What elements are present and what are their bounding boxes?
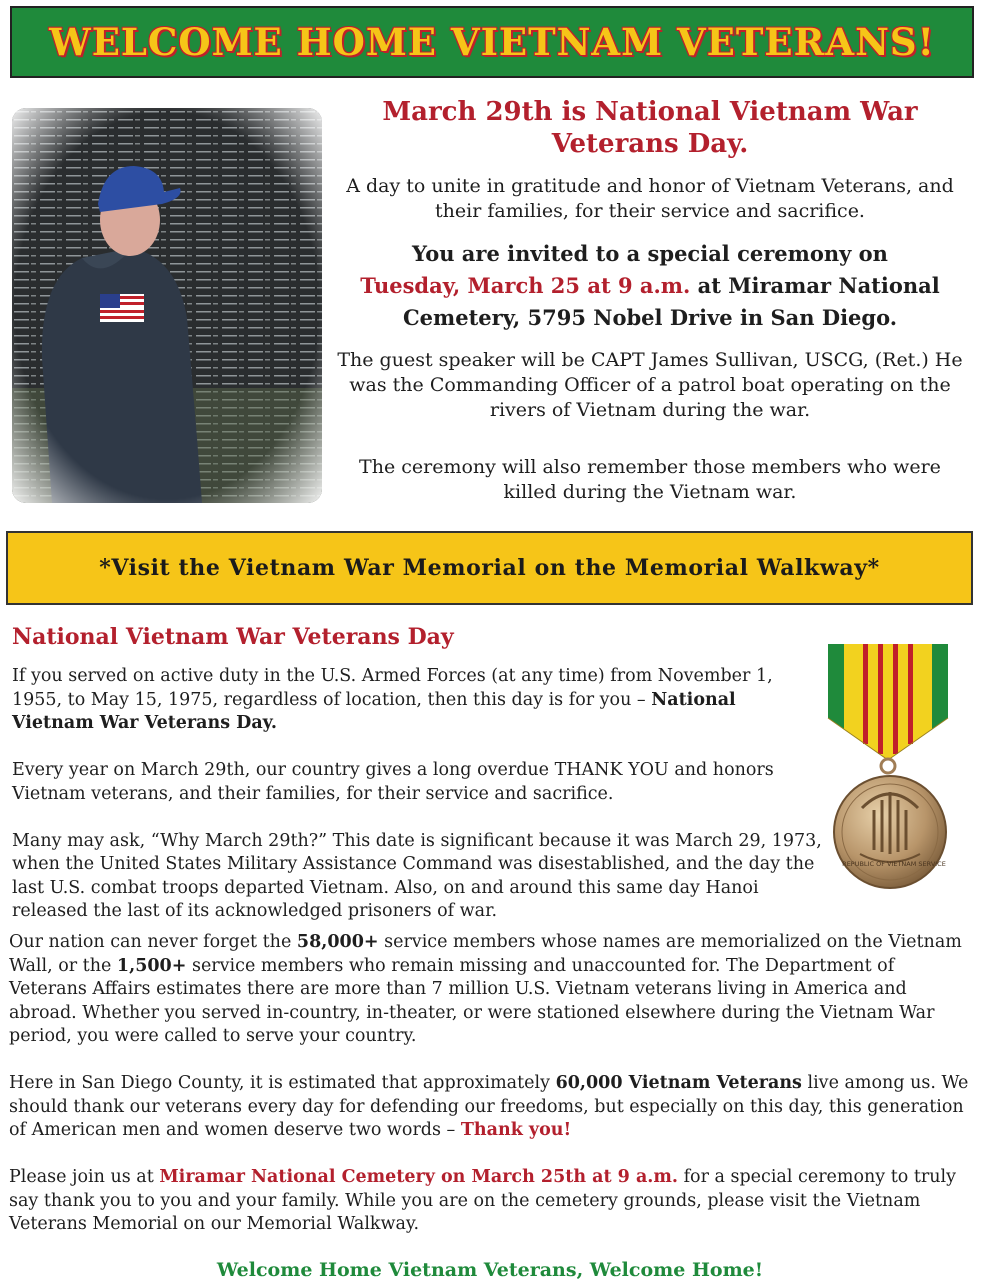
remember-paragraph: The ceremony will also remember those members who were killed during the Vietnam war.: [359, 456, 941, 503]
section-title: National Vietnam War Veterans Day: [12, 624, 454, 650]
p4-a: Our nation can never forget the: [9, 932, 292, 952]
invitation: [336, 238, 964, 334]
paragraph-every-year: Every year on March 29th, our country gives a long overdue THANK YOU and honors Vietnam veterans, and their families, for their service and sacrifice.: [12, 760, 774, 804]
medal-icon: [822, 640, 972, 900]
p6-a: Please join us at: [9, 1167, 154, 1187]
p6-b: for a special ceremony to truly say thank you to you and your family. While you are on the cemetery grounds, please visit the Vietnam Veterans Memorial on our Memorial Walkway.: [9, 1167, 957, 1234]
paragraph-never-forget: [9, 931, 974, 1049]
invite-pre: You are invited to a special ceremony on: [412, 241, 888, 266]
p4-num2: 1,500+: [116, 955, 187, 976]
invite-date: Tuesday, March 25 at 9 a.m.: [360, 273, 691, 298]
paragraph-san-diego: [9, 1072, 974, 1143]
p5-bold: 60,000 Vietnam Veterans: [555, 1073, 802, 1093]
p4-b: service members whose names are memorialized on the Vietnam Wall, or the: [9, 932, 962, 976]
section-full-column: [9, 931, 974, 1237]
p5-a: Here in San Diego County, it is estimated that approximately: [9, 1073, 550, 1093]
veteran-at-wall-image: [12, 108, 322, 503]
closing-line: Welcome Home Vietnam Veterans, Welcome Home!: [216, 1259, 764, 1281]
visit-banner: [6, 531, 973, 605]
intro-paragraph: A day to unite in gratitude and honor of Vietnam Veterans, and their families, for their service and sacrifice.: [346, 175, 954, 222]
headline: March 29th is National Vietnam War Veterans Day.: [382, 97, 918, 159]
visit-text: *Visit the Vietnam War Memorial on the Memorial Walkway*: [99, 555, 880, 581]
p4-num1: 58,000+: [296, 932, 379, 952]
intro-block: [336, 96, 964, 505]
paragraph-active-duty: [12, 665, 822, 736]
p1-text: If you served on active duty in the U.S. Armed Forces (at any time) from November 1, 1955, to May 15, 1975, regardless of location, then this day is for you –: [12, 666, 773, 710]
service-medal-image: [822, 640, 972, 900]
p4-c: service members who remain missing and unaccounted for. The Department of Veterans Affairs estimates there are more than 7 million U.S. Vietnam veterans living in America and abroad. Whether you served in-country, in-theater, or were stationed elsewhere during the Vietnam War period, you were called to serve your country.: [9, 955, 935, 1046]
p6-red: Miramar National Cemetery on March 25th at 9 a.m.: [159, 1167, 678, 1187]
paragraph-why-march: Many may ask, “Why March 29th?” This date is significant because it was March 29, 1973, when the United States Military Assistance Command was disestablished, and the day the last U.S. combat troops departed Vietnam. Also, on and around this same day Hanoi released the last of its acknowledged prisoners of war.: [12, 830, 822, 921]
top-banner: [10, 6, 974, 78]
paragraph-join-us: [9, 1166, 974, 1237]
p1-bold: National Vietnam War Veterans Day.: [12, 689, 736, 733]
p5-thank-you: Thank you!: [460, 1120, 572, 1140]
banner-title: WELCOME HOME VIETNAM VETERANS!: [49, 20, 935, 64]
invite-post: at Miramar National Cemetery, 5795 Nobel Drive in San Diego.: [402, 273, 940, 330]
medal-inscription: REPUBLIC OF VIETNAM SERVICE: [842, 860, 946, 868]
veteran-photo: [12, 108, 322, 503]
section-narrow-column: [12, 665, 822, 924]
p5-b: live among us. We should thank our veterans every day for defending our freedoms, but especially on this day, this generation of American men and women deserve two words –: [9, 1073, 969, 1140]
speaker-paragraph: The guest speaker will be CAPT James Sullivan, USCG, (Ret.) He was the Commanding Officer of a patrol boat operating on the rivers of Vietnam during the war.: [337, 349, 963, 421]
